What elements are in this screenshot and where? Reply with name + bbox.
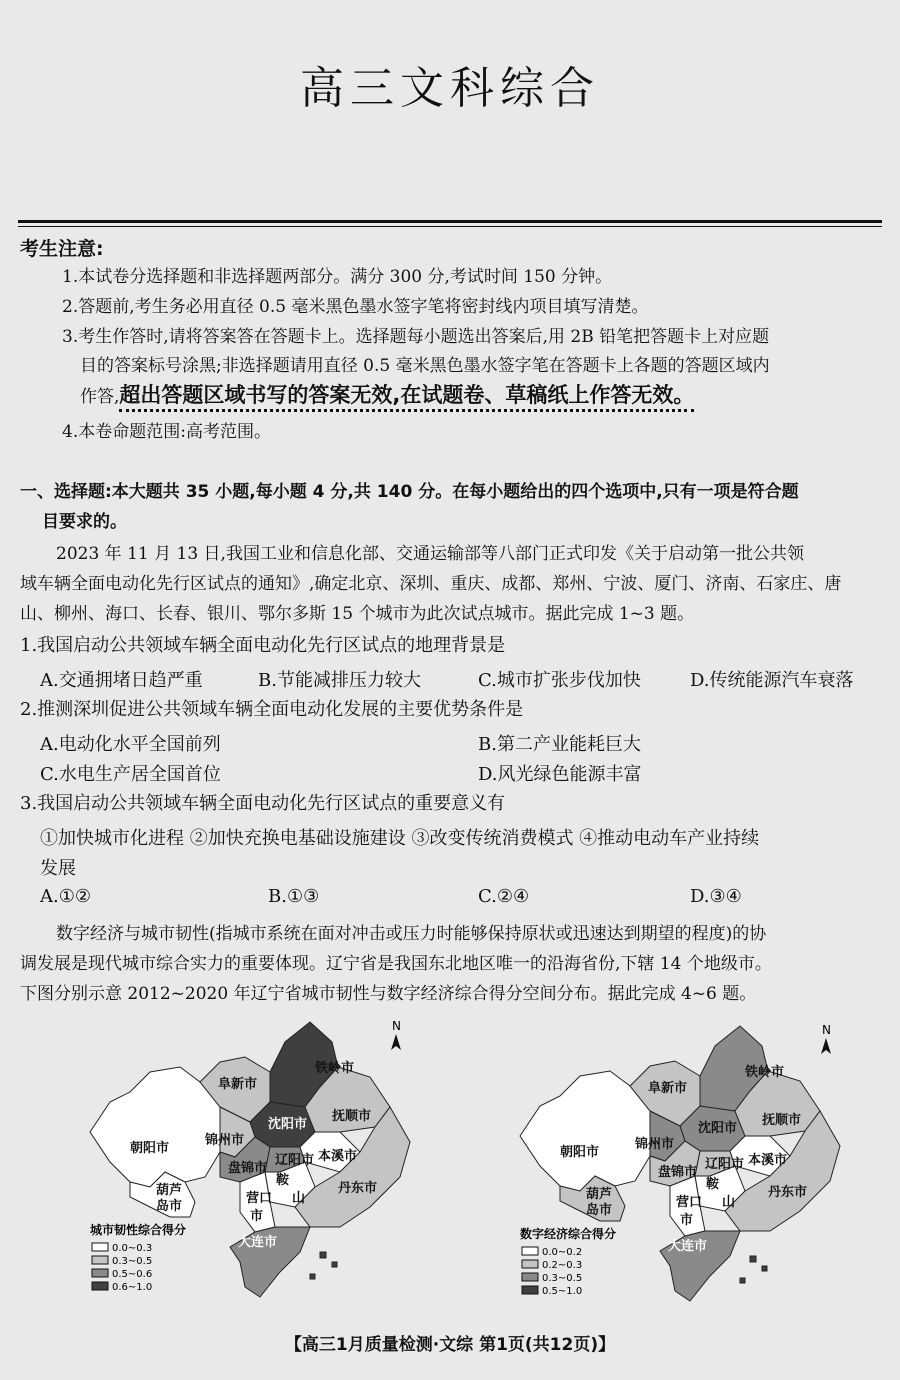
notice-emphasis: 超出答题区域书写的答案无效,在试题卷、草稿纸上作答无效。 xyxy=(119,383,694,412)
label-dalian: 大连市 xyxy=(238,1235,278,1250)
label-liaoyang: 辽阳市 xyxy=(705,1157,745,1172)
legend-item: 0.2~0.3 xyxy=(542,1260,583,1271)
q1-option-d: D.传统能源汽车衰落 xyxy=(690,670,854,691)
q1-option-c: C.城市扩张步伐加快 xyxy=(478,670,641,691)
passage2-line: 调发展是现代城市综合实力的重要体现。辽宁省是我国东北地区唯一的沿海省份,下辖 14 个地级市。 xyxy=(20,954,772,974)
passage1-line: 2023 年 11 月 13 日,我国工业和信息化部、交通运输部等八部门正式印发《关于启动第一批公共领 xyxy=(56,544,804,564)
legend-item: 0.0~0.3 xyxy=(112,1243,153,1254)
region-chaoyang xyxy=(90,1067,220,1187)
label-benxi: 本溪市 xyxy=(318,1149,358,1164)
legend-title: 数字经济综合得分 xyxy=(520,1227,617,1241)
svg-text:N: N xyxy=(822,1023,831,1037)
notice-item: 4.本卷命题范围:高考范围。 xyxy=(62,422,271,442)
label-fushun: 抚顺市 xyxy=(332,1109,372,1124)
header-rule xyxy=(18,220,882,223)
label-jinzhou: 锦州市 xyxy=(635,1137,675,1152)
digital-economy-map xyxy=(520,1023,840,1301)
label-yingkou2: 市 xyxy=(250,1209,264,1224)
legend-item: 0.3~0.5 xyxy=(112,1256,153,1267)
notice-item: 目的答案标号涂黑;非选择题请用直径 0.5 毫米黑色墨水签字笔在答题卡上各题的答题区域内 xyxy=(80,356,770,376)
label-shenyang: 沈阳市 xyxy=(698,1121,738,1136)
label-dalian: 大连市 xyxy=(668,1239,708,1254)
notice-item xyxy=(80,381,900,411)
label-yingkou2: 市 xyxy=(680,1213,694,1228)
q1-stem: 1.我国启动公共领域车辆全面电动化先行区试点的地理背景是 xyxy=(20,635,506,656)
island xyxy=(310,1252,337,1279)
passage1-line: 山、柳州、海口、长春、银川、鄂尔多斯 15 个城市为此次试点城市。据此完成 1~3 题。 xyxy=(20,604,695,624)
notice-item: 2.答题前,考生务必用直径 0.5 毫米黑色墨水签字笔将密封线内项目填写清楚。 xyxy=(62,297,649,317)
notice-item: 1.本试卷分选择题和非选择题两部分。满分 300 分,考试时间 150 分钟。 xyxy=(62,267,613,287)
label-huludao: 葫芦 xyxy=(586,1187,613,1202)
north-arrow-icon xyxy=(391,1019,401,1050)
label-yingkou: 营口 xyxy=(246,1191,273,1206)
page-footer: 【高三1月质量检测·文综 第1页(共12页)】 xyxy=(284,1335,616,1355)
q3-statements-cont: 发展 xyxy=(40,858,76,879)
label-fushun: 抚顺市 xyxy=(762,1113,802,1128)
legend-item: 0.5~0.6 xyxy=(112,1269,153,1280)
north-arrow-icon xyxy=(821,1023,831,1054)
q2-option-a: A.电动化水平全国前列 xyxy=(40,734,221,755)
passage1-line: 域车辆全面电动化先行区试点的通知》,确定北京、深圳、重庆、成都、郑州、宁波、厦门、济南、石家庄、唐 xyxy=(20,574,842,594)
label-shenyang: 沈阳市 xyxy=(268,1117,308,1132)
q3-statements: ①加快城市化进程 ②加快充换电基础设施建设 ③改变传统消费模式 ④推动电动车产业持续 xyxy=(40,828,760,849)
q2-stem: 2.推测深圳促进公共领域车辆全面电动化发展的主要优势条件是 xyxy=(20,699,524,720)
legend-item: 0.0~0.2 xyxy=(542,1247,583,1258)
notice-item: 3.考生作答时,请将答案答在答题卡上。选择题每小题选出答案后,用 2B 铅笔把答题卡上对应题 xyxy=(62,327,770,347)
label-panjin: 盘锦市 xyxy=(228,1161,268,1176)
q2-option-c: C.水电生产居全国首位 xyxy=(40,764,221,785)
legend-item: 0.5~1.0 xyxy=(542,1286,583,1297)
q3-option-d: D.③④ xyxy=(690,886,742,907)
label-anshan2: 山 xyxy=(292,1191,306,1206)
legend-title: 城市韧性综合得分 xyxy=(90,1223,187,1237)
q1-option-a: A.交通拥堵日趋严重 xyxy=(40,670,203,691)
section-heading: 一、选择题:本大题共 35 小题,每小题 4 分,共 140 分。在每小题给出的四个选项中,只有一项是符合题 xyxy=(20,482,799,502)
label-jinzhou: 锦州市 xyxy=(205,1133,245,1148)
label-huludao2: 岛市 xyxy=(586,1203,613,1218)
q2-option-d: D.风光绿色能源丰富 xyxy=(478,764,642,785)
notice-item-prefix: 作答, xyxy=(80,387,120,407)
q2-option-b: B.第二产业能耗巨大 xyxy=(478,734,641,755)
header-rule-thin xyxy=(18,226,882,227)
q3-stem: 3.我国启动公共领域车辆全面电动化先行区试点的重要意义有 xyxy=(20,793,506,814)
legend-item: 0.3~0.5 xyxy=(542,1273,583,1284)
label-dandong: 丹东市 xyxy=(768,1185,808,1200)
label-benxi: 本溪市 xyxy=(748,1153,788,1168)
label-huludao2: 岛市 xyxy=(156,1199,183,1214)
svg-text:N: N xyxy=(392,1019,401,1033)
label-panjin: 盘锦市 xyxy=(658,1165,698,1180)
label-anshan: 鞍 xyxy=(706,1177,720,1192)
notice-heading: 考生注意: xyxy=(20,238,104,260)
passage2-line: 下图分别示意 2012~2020 年辽宁省城市韧性与数字经济综合得分空间分布。据此完成 4~6 题。 xyxy=(20,984,757,1004)
label-chaoyang: 朝阳市 xyxy=(130,1141,170,1156)
liaoning-maps-figure xyxy=(70,1012,850,1312)
label-chaoyang: 朝阳市 xyxy=(560,1145,600,1160)
legend-resilience xyxy=(90,1222,186,1293)
region-chaoyang xyxy=(520,1071,650,1191)
label-huludao: 葫芦 xyxy=(156,1183,183,1198)
label-anshan2: 山 xyxy=(722,1195,736,1210)
q3-option-b: B.①③ xyxy=(268,886,320,907)
label-liaoyang: 辽阳市 xyxy=(275,1153,315,1168)
section-heading-cont: 目要求的。 xyxy=(42,512,127,532)
label-fuxin: 阜新市 xyxy=(648,1081,688,1096)
legend-item: 0.6~1.0 xyxy=(112,1282,153,1293)
page-title: 高三文科综合 xyxy=(300,63,600,114)
label-anshan: 鞍 xyxy=(276,1173,290,1188)
passage2-line: 数字经济与城市韧性(指城市系统在面对冲击或压力时能够保持原状或迅速达到期望的程度)的协 xyxy=(56,924,767,944)
label-fuxin: 阜新市 xyxy=(218,1077,258,1092)
island xyxy=(740,1256,767,1283)
q1-option-b: B.节能减排压力较大 xyxy=(258,670,421,691)
resilience-map xyxy=(90,1019,410,1297)
q3-option-a: A.①② xyxy=(40,886,91,907)
label-tieling: 铁岭市 xyxy=(315,1061,355,1076)
q3-option-c: C.②④ xyxy=(478,886,530,907)
legend-digital xyxy=(520,1226,616,1297)
label-yingkou: 营口 xyxy=(676,1195,703,1210)
label-tieling: 铁岭市 xyxy=(745,1065,785,1080)
label-dandong: 丹东市 xyxy=(338,1181,378,1196)
